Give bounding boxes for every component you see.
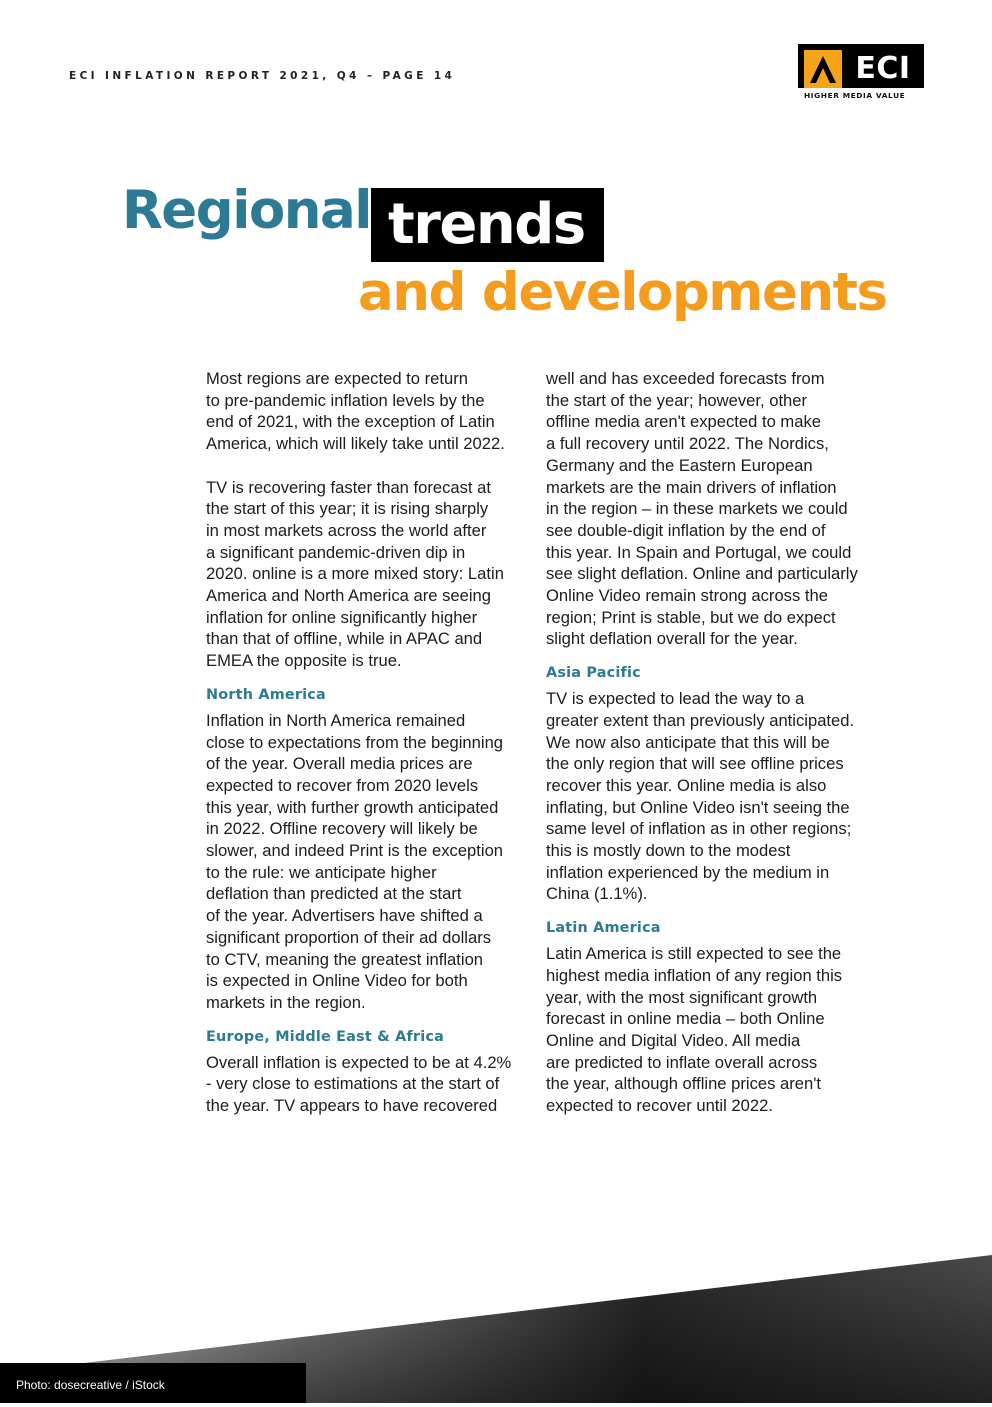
text-line: TV is expected to lead the way to a: [546, 689, 805, 709]
text-line: - very close to estimations at the start of: [206, 1074, 500, 1094]
logo-tagline: HIGHER MEDIA VALUE: [804, 91, 906, 100]
emea-paragraph: [206, 1052, 532, 1117]
text-line: inflating, but Online Video isn't seeing the: [546, 797, 850, 817]
text-line: end of 2021, with the exception of Latin: [206, 412, 495, 432]
text-line: greater extent than previously anticipated.: [546, 710, 855, 730]
text-line: see slight deflation. Online and particularly: [546, 564, 858, 584]
text-line: see double-digit inflation by the end of: [546, 520, 826, 540]
text-line: inflation experienced by the medium in: [546, 862, 830, 882]
text-line: to pre-pandemic inflation levels by the: [206, 390, 485, 410]
emea-paragraph-continued: [546, 368, 872, 650]
text-line: this year. In Spain and Portugal, we could: [546, 542, 852, 562]
text-line: forecast in online media – both Online: [546, 1009, 825, 1029]
text-line: the year, although offline prices aren't: [546, 1074, 821, 1094]
text-line: China (1.1%).: [546, 884, 648, 904]
text-line: slower, and indeed Print is the exception: [206, 841, 504, 861]
asia-pacific-paragraph: [546, 688, 872, 905]
running-header: ECI INFLATION REPORT 2021, Q4 – PAGE 14: [69, 70, 456, 82]
text-line: Online Video remain strong across the: [546, 586, 828, 606]
text-line: inflation for online significantly higher: [206, 607, 478, 627]
text-line: TV is recovering faster than forecast at: [206, 477, 491, 497]
text-line: to the rule: we anticipate higher: [206, 862, 437, 882]
text-line: Online and Digital Video. All media: [546, 1030, 801, 1050]
heading-asia-pacific: Asia Pacific: [546, 665, 641, 682]
text-line: a full recovery until 2022. The Nordics,: [546, 434, 829, 454]
text-line: markets in the region.: [206, 992, 366, 1012]
text-line: slight deflation overall for the year.: [546, 629, 798, 649]
text-line: Most regions are expected to return: [206, 369, 468, 388]
text-line: to CTV, meaning the greatest inflation: [206, 949, 484, 969]
logo-a-mark-icon: [804, 50, 842, 88]
text-line: offline media aren't expected to make: [546, 412, 821, 432]
logo-box: [798, 44, 924, 88]
text-line: than that of offline, while in APAC and: [206, 629, 483, 649]
text-line: EMEA the opposite is true.: [206, 651, 402, 671]
text-line: this is mostly down to the modest: [546, 841, 791, 861]
photo-credit: Photo: dosecreative / iStock: [0, 1363, 306, 1403]
text-line: 2020. online is a more mixed story: Latin: [206, 564, 504, 584]
text-line: a significant pandemic-driven dip in: [206, 542, 466, 562]
title-regional: Regional: [122, 180, 371, 241]
text-line: We now also anticipate that this will be: [546, 732, 830, 752]
text-line: in most markets across the world after: [206, 520, 487, 540]
text-line: in 2022. Offline recovery will likely be: [206, 819, 478, 839]
text-line: of the year. Overall media prices are: [206, 754, 473, 774]
intro-paragraph-1: [206, 368, 532, 455]
text-line: markets are the main drivers of inflation: [546, 477, 837, 497]
text-line: expected to recover from 2020 levels: [206, 775, 479, 795]
text-line: highest media inflation of any region this: [546, 965, 843, 985]
latin-america-paragraph: [546, 943, 872, 1117]
text-line: are predicted to inflate overall across: [546, 1052, 818, 1072]
text-line: Germany and the Eastern European: [546, 455, 813, 475]
left-column: [206, 368, 532, 1117]
heading-north-america: North America: [206, 686, 326, 703]
text-line: America, which will likely take until 2022.: [206, 434, 505, 454]
north-america-paragraph: [206, 710, 532, 1014]
right-column: [546, 368, 872, 1117]
text-line: deflation than predicted at the start: [206, 884, 462, 904]
text-line: of the year. Advertisers have shifted a: [206, 906, 483, 926]
text-line: Latin America is still expected to see the: [546, 944, 842, 964]
text-line: America and North America are seeing: [206, 586, 491, 606]
text-line: this year, with further growth anticipated: [206, 797, 499, 817]
eci-logo: [798, 44, 924, 102]
text-line: well and has exceeded forecasts from: [546, 369, 825, 388]
text-line: the year. TV appears to have recovered: [206, 1096, 498, 1116]
intro-paragraph-2: [206, 477, 532, 672]
text-line: year, with the most significant growth: [546, 987, 818, 1007]
text-line: same level of inflation as in other regions;: [546, 819, 852, 839]
text-line: expected to recover until 2022.: [546, 1096, 773, 1116]
text-line: Overall inflation is expected to be at 4.2%: [206, 1052, 512, 1072]
text-line: is expected in Online Video for both: [206, 971, 468, 991]
text-line: recover this year. Online media is also: [546, 775, 827, 795]
text-line: the start of this year; it is rising sharply: [206, 499, 489, 519]
title-and-developments: and developments: [358, 262, 887, 323]
heading-emea: Europe, Middle East & Africa: [206, 1028, 444, 1045]
logo-wordmark: ECI: [855, 51, 911, 86]
text-line: in the region – in these markets we could: [546, 499, 848, 519]
text-line: significant proportion of their ad dollars: [206, 927, 492, 947]
text-line: close to expectations from the beginning: [206, 732, 504, 752]
heading-latin-america: Latin America: [546, 920, 661, 937]
text-line: region; Print is stable, but we do expect: [546, 607, 836, 627]
title-trends: trends: [371, 188, 604, 262]
text-line: the only region that will see offline prices: [546, 754, 844, 774]
text-line: the start of the year; however, other: [546, 390, 808, 410]
text-line: Inflation in North America remained: [206, 710, 466, 730]
